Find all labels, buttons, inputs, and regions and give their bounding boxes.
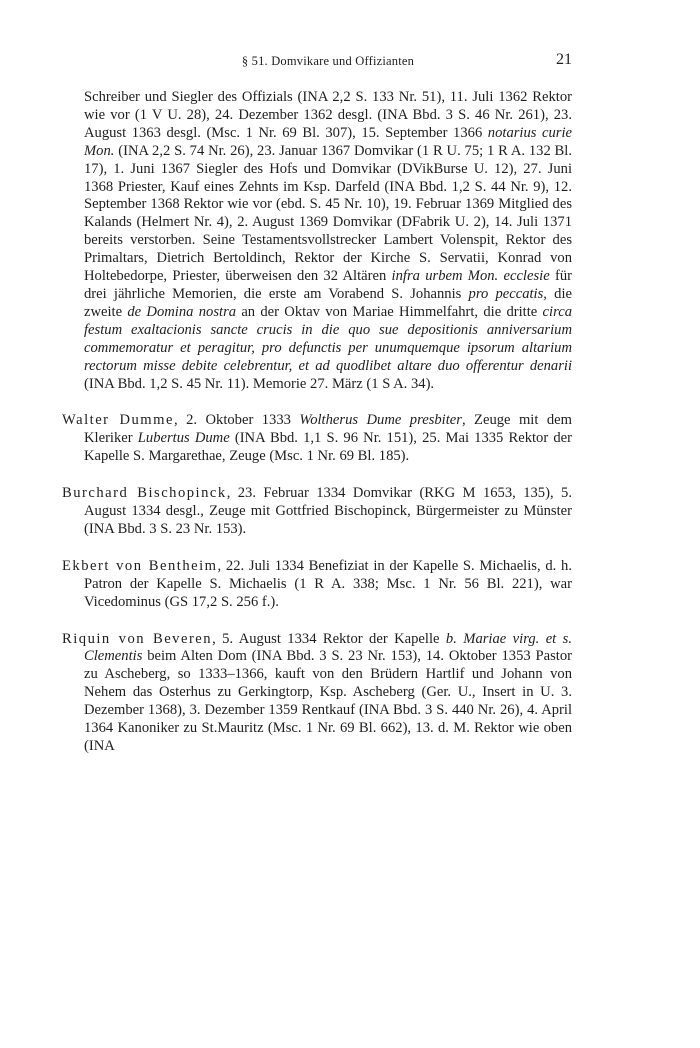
person-name: Burchard Bischopinck — [62, 485, 227, 502]
latin-quote: infra urbem Mon. ecclesie — [391, 268, 550, 285]
person-entry — [62, 485, 572, 539]
body-text — [62, 89, 572, 756]
entry-text: , die zweite — [84, 285, 572, 320]
person-entry — [62, 558, 572, 612]
latin-quote: circa festum exaltacionis sancte crucis in die quo sue depositionis anniversarium commemoratur et peragitur, pro defunctis per unumquemque ipsorum altarium rectorum misse debite celebrentur, et ad quodlibet altare duo offerentur denarii — [84, 303, 572, 374]
entry-text: (INA Bbd. 1,1 S. 96 Nr. 151), 25. Mai 1335 Rektor der Kapelle S. Margarethae, Zeuge (Msc. 1 Nr. 69 Bl. 185). — [84, 430, 572, 465]
entry-text: für drei jährliche Memorien, die erste am Vorabend S. Johannis — [84, 268, 572, 302]
person-entry — [62, 412, 572, 466]
latin-quote: Lubertus Dume — [137, 430, 230, 447]
latin-quote: Woltherus Dume presbiter — [299, 412, 462, 429]
latin-quote: de Domina nostra — [127, 303, 237, 320]
person-name: Walter Dumme — [62, 412, 174, 429]
entry-text: Schreiber und Siegler des Offizials (INA 2,2 S. 133 Nr. 51), 11. Juli 1362 Rektor wie vor (1 V U. 28), 24. Dezember 1362 desgl. (INA Bbd. 3 S. 46 Nr. 261), 23. August 1363 desgl. (Msc. 1 Nr. 69 Bl. 307), 15. September 1366 — [84, 89, 572, 141]
entry-text: (INA 2,2 S. 74 Nr. 26), 23. Januar 1367 Domvikar (1 R U. 75; 1 R A. 132 Bl. 17), 1. Juni 1367 Siegler des Hofs und Domvikar (DVikBurse U. 12), 27. Juni 1368 Priester, Kauf eines Zehnts im Ksp. Darfeld (INA Bbd. 1,2 S. 44 Nr. 9), 12. September 1368 Rektor wie vor (ebd. S. 45 Nr. 10), 19. Februar 1369 Mitglied des Kalands (Helmert Nr. 4), 2. August 1369 Domvikar (DFabrik U. 2), 14. Juli 1371 bereits verstorben. Seine Testamentsvollstrecker Lambert Volenspit, Rektor des Primaltars, Dietrich Bertoldinch, Rektor der Kirche S. Servatii, Konrad von Holtebedorpe, Priester, überweisen den 32 Altären — [84, 142, 572, 285]
entry-text: (INA Bbd. 1,2 S. 45 Nr. 11). Memorie 27. März (1 S A. 34). — [84, 375, 435, 392]
entry-text: , 5. August 1334 Rektor der Kapelle — [212, 630, 446, 647]
latin-quote: notarius curie Mon. — [84, 124, 572, 159]
latin-quote: pro peccatis — [468, 285, 544, 302]
entry-continuation — [62, 89, 572, 393]
entry-text: , Zeuge mit dem Kleriker — [84, 412, 572, 447]
entry-text: , 2. Oktober 1333 — [174, 412, 300, 429]
entry-text: beim Alten Dom (INA Bbd. 3 S. 23 Nr. 153), 14. Oktober 1353 Pastor zu Ascheberg, so 1333–1366, kauft von den Brüdern Hartlif und Johann von Nehem das Osterhus zu Gerkingtorp, Ksp. Ascheberg (Ger. U., Insert in U. 3. Dezember 1368), 3. Dezember 1359 Rentkauf (INA Bbd. 3 S. 440 Nr. 26), 4. April 1364 Kanoniker zu St.Mauritz (Msc. 1 Nr. 69 Bl. 662), 13. d. M. Rektor wie oben (INA — [84, 648, 572, 754]
person-entry — [62, 631, 572, 756]
running-header — [84, 46, 572, 76]
entry-text: , 23. Februar 1334 Domvikar (RKG M 1653, 135), 5. August 1334 desgl., Zeuge mit Gottfried Bischopinck, Bürgermeister zu Münster (INA Bbd. 3 S. 23 Nr. 153). — [84, 485, 572, 537]
header-title: § 51. Domvikare und Offizianten — [241, 54, 415, 68]
entry-text: , 22. Juli 1334 Benefiziat in der Kapelle S. Michaelis, d. h. Patron der Kapelle S. Michaelis (1 R A. 338; Msc. 1 Nr. 56 Bl. 221), war Vicedominus (GS 17,2 S. 256 f.). — [84, 557, 572, 610]
page-number: 21 — [556, 51, 572, 68]
person-name: Riquin von Beveren — [62, 630, 213, 647]
entry-text: an der Oktav von Mariae Himmelfahrt, die dritte — [236, 303, 543, 320]
person-name: Ekbert von Bentheim — [62, 557, 218, 574]
latin-quote: b. Mariae virg. et s. Clementis — [84, 630, 572, 665]
